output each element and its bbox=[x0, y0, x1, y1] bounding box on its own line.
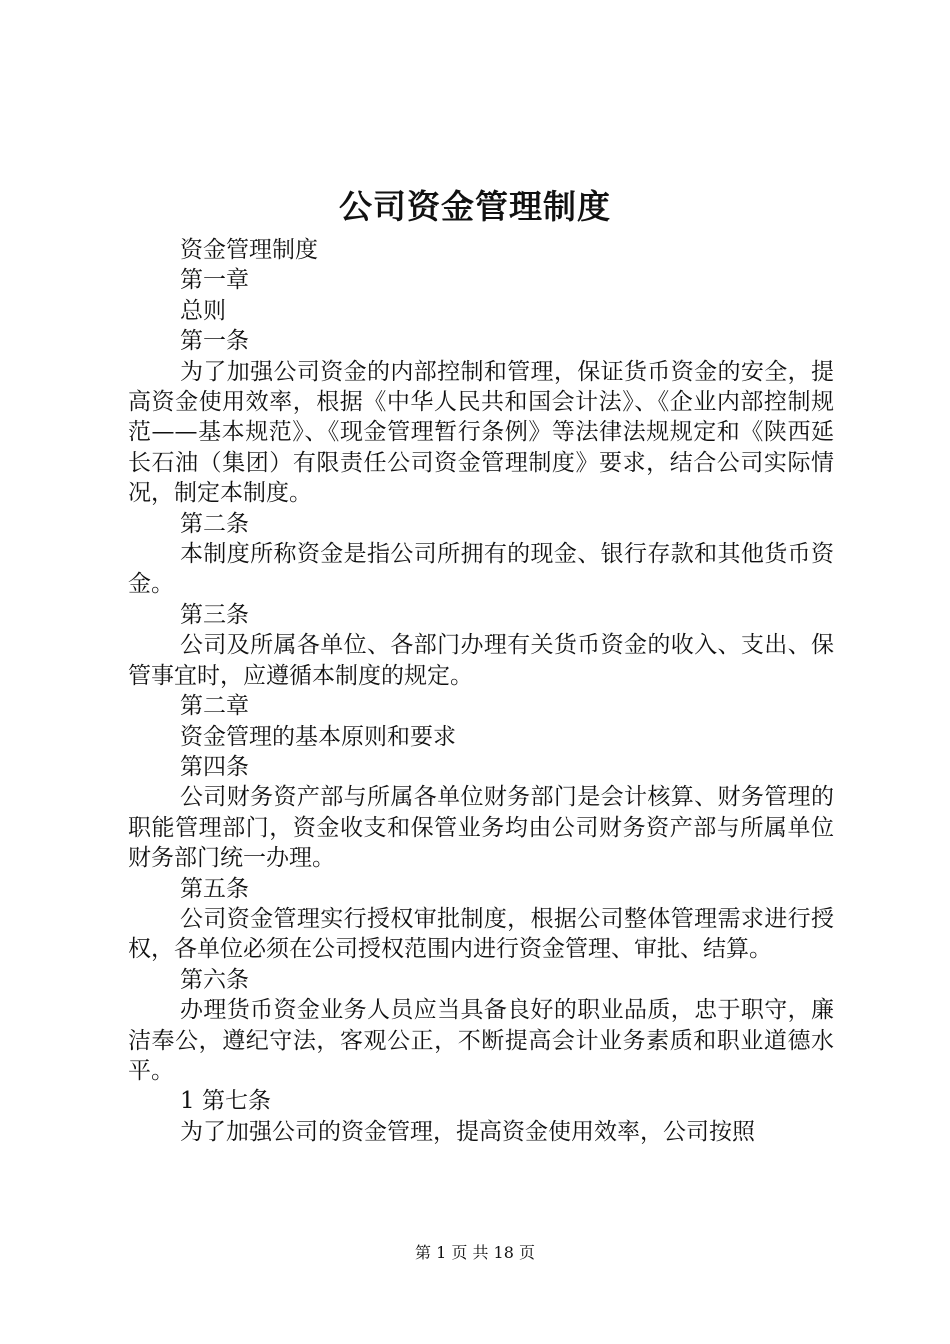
article-heading: 第六条 bbox=[180, 966, 249, 993]
article-heading: 1 第七条 bbox=[180, 1088, 271, 1115]
article-heading: 第一条 bbox=[180, 328, 249, 355]
article-paragraph: 本制度所称资金是指公司所拥有的现金、银行存款和其他货币资金。 bbox=[128, 541, 834, 598]
article-heading: 第二条 bbox=[180, 510, 249, 537]
article-paragraph: 公司资金管理实行授权审批制度，根据公司整体管理需求进行授权，各单位必须在公司授权范围内进行资金管理、审批、结算。 bbox=[128, 905, 834, 963]
chapter-title: 总则 bbox=[180, 297, 226, 324]
chapter-heading: 第二章 bbox=[180, 693, 249, 720]
article-heading: 第三条 bbox=[180, 601, 249, 628]
document-body bbox=[128, 235, 834, 1147]
article-paragraph: 公司及所属各单位、各部门办理有关货币资金的收入、支出、保管事宜时，应遵循本制度的规定。 bbox=[128, 632, 834, 689]
article-paragraph: 为了加强公司的资金管理，提高资金使用效率，公司按照 bbox=[180, 1118, 755, 1145]
page-footer: 第 1 页 共 18 页 bbox=[415, 1243, 535, 1262]
section-heading: 资金管理制度 bbox=[180, 237, 318, 263]
chapter-title: 资金管理的基本原则和要求 bbox=[180, 723, 456, 750]
article-paragraph: 办理货币资金业务人员应当具备良好的职业品质，忠于职守，廉洁奉公，遵纪守法，客观公正，不断提高会计业务素质和职业道德水平。 bbox=[128, 997, 834, 1084]
chapter-heading: 第一章 bbox=[180, 267, 249, 294]
document-title: 公司资金管理制度 bbox=[339, 187, 611, 226]
article-paragraph: 为了加强公司资金的内部控制和管理，保证货币资金的安全，提高资金使用效率，根据《中华人民共和国会计法》、《企业内部控制规范——基本规范》、《现金管理暂行条例》等法律法规规定和《陕西延长石油（集团）有限责任公司资金管理制度》要求，结合公司实际情况，制定本制度。 bbox=[128, 358, 834, 507]
article-paragraph: 公司财务资产部与所属各单位财务部门是会计核算、财务管理的职能管理部门，资金收支和保管业务均由公司财务资产部与所属单位财务部门统一办理。 bbox=[128, 784, 834, 872]
article-heading: 第五条 bbox=[180, 875, 249, 902]
article-heading: 第四条 bbox=[180, 753, 249, 780]
